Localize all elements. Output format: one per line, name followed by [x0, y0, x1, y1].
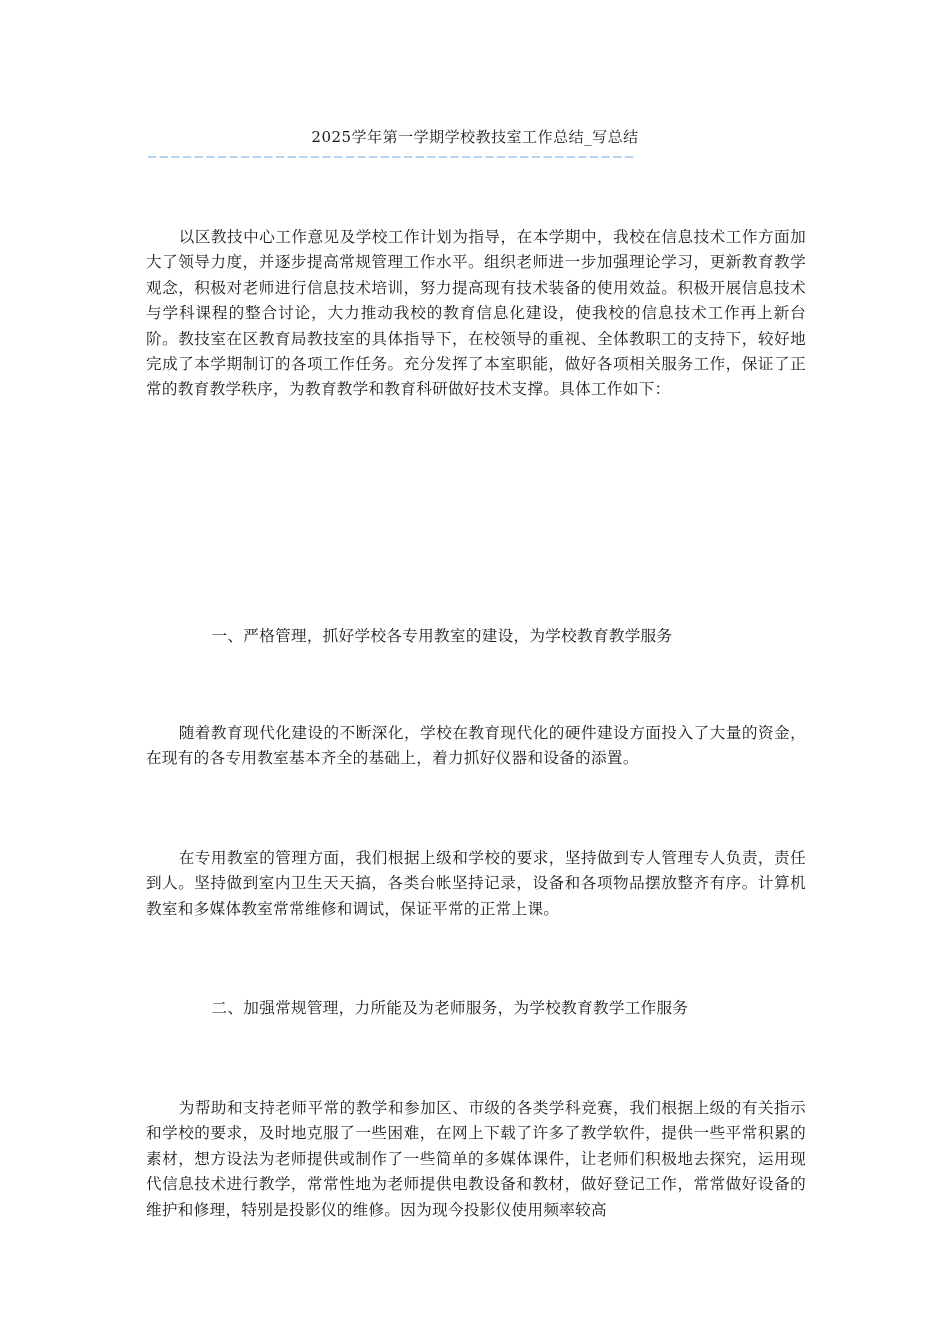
section-1-heading: 一、严格管理，抓好学校各专用教室的建设，为学校教育教学服务	[211, 627, 673, 645]
section-1-paragraph-2: 在专用教室的管理方面，我们根据上级和学校的要求，坚持做到专人管理专人负责，责任到人。坚持做到室内卫生天天搞，各类台帐坚持记录，设备和各项物品摆放整齐有序。计算机教室和多媒体教室常常维修和调试，保证平常的正常上课。	[146, 849, 806, 918]
title-divider: ——————————————————————————————————————————	[148, 149, 637, 165]
section-1-paragraph-1: 随着教育现代化建设的不断深化，学校在教育现代化的硬件建设方面投入了大量的资金，在现有的各专用教室基本齐全的基础上，着力抓好仪器和设备的添置。	[146, 724, 806, 768]
section-2-heading: 二、加强常规管理，力所能及为老师服务，为学校教育教学工作服务	[211, 999, 689, 1017]
document-title: 2025学年第一学期学校教技室工作总结_写总结	[311, 128, 639, 146]
section-2-paragraph-1: 为帮助和支持老师平常的教学和参加区、市级的各类学科竞赛，我们根据上级的有关指示和学校的要求，及时地克服了一些困难，在网上下载了许多了教学软件，提供一些平常积累的素材，想方设法为老师提供或制作了一些简单的多媒体课件，让老师们积极地去探究，运用现代信息技术进行教学，常常性地为老师提供电教设备和教材，做好登记工作，常常做好设备的维护和修理，特别是投影仪的维修。因为现今投影仪使用频率较高	[146, 1099, 806, 1219]
intro-paragraph: 以区教技中心工作意见及学校工作计划为指导，在本学期中，我校在信息技术工作方面加大了领导力度，并逐步提高常规管理工作水平。组织老师进一步加强理论学习，更新教育教学观念，积极对老师进行信息技术培训，努力提高现有技术装备的使用效益。积极开展信息技术与学科课程的整合讨论，大力推动我校的教育信息化建设，使我校的信息技术工作再上新台阶。教技室在区教育局教技室的具体指导下，在校领导的重视、全体教职工的支持下，较好地完成了本学期制订的各项工作任务。充分发挥了本室职能，做好各项相关服务工作，保证了正常的教育教学秩序，为教育教学和教育科研做好技术支撑。具体工作如下：	[146, 228, 806, 399]
